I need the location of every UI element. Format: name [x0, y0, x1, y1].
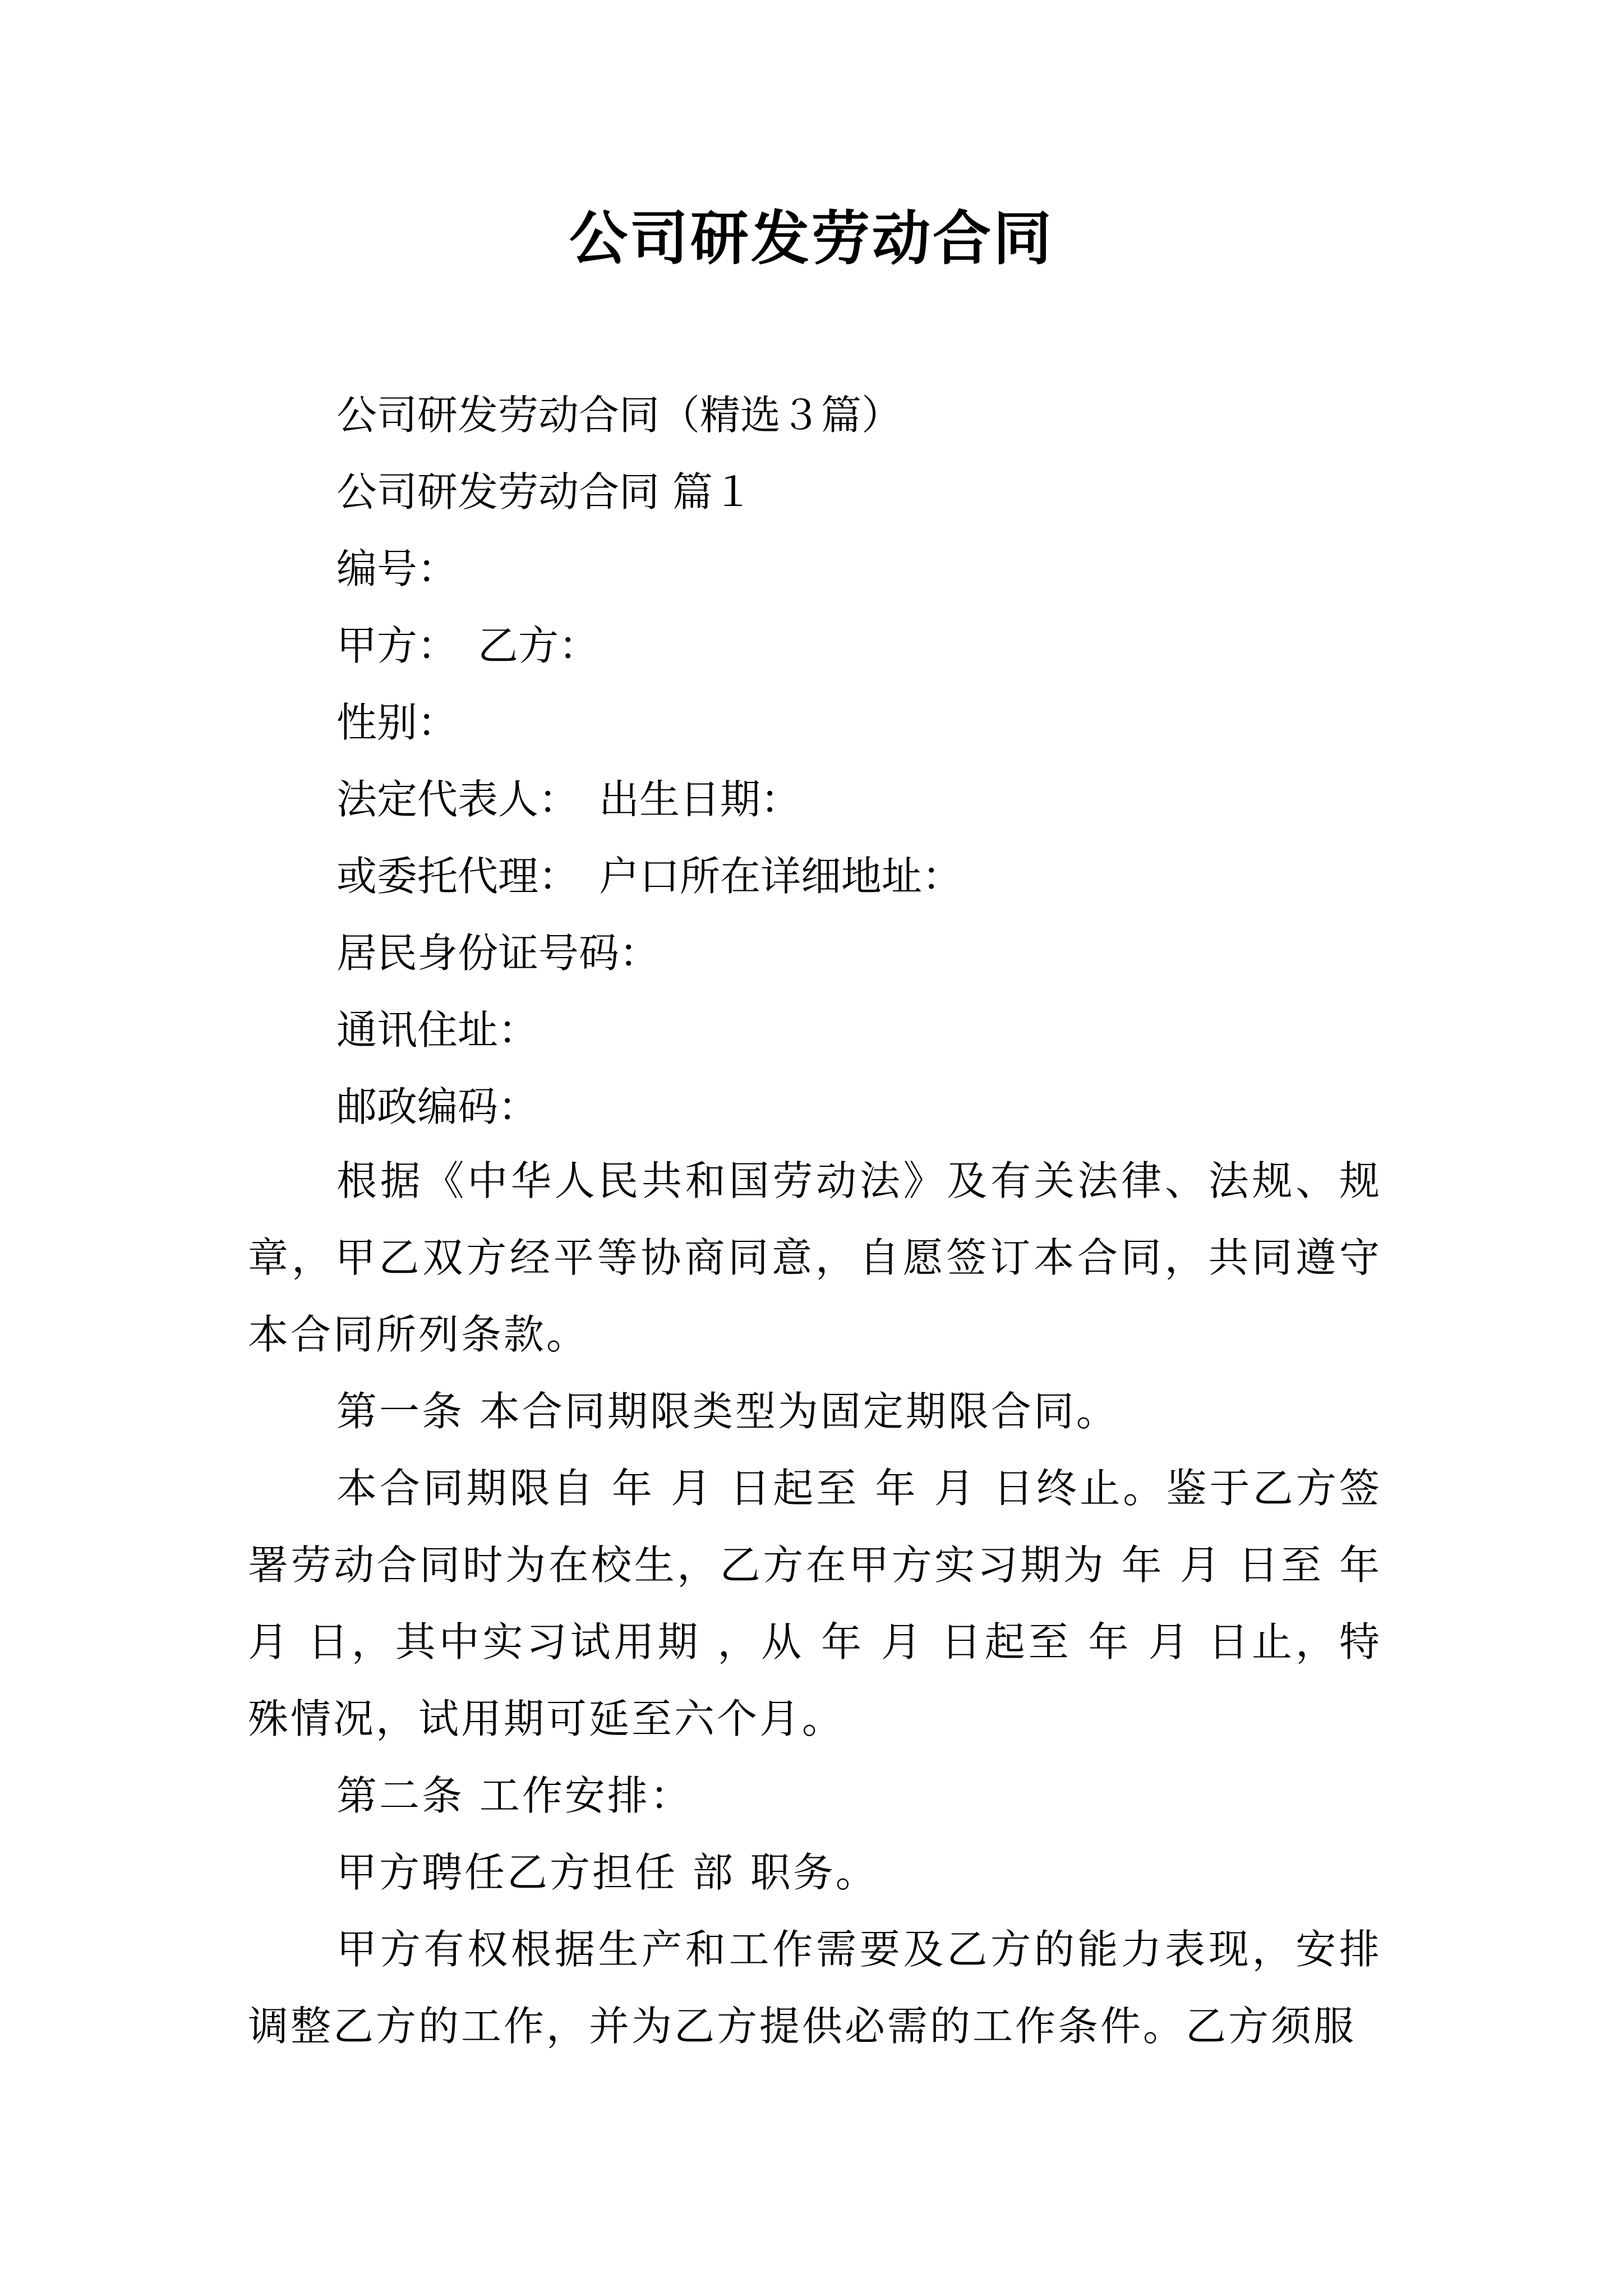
field-gender: 性别：	[336, 699, 458, 746]
field-mailing-address: 通讯住址：	[336, 1006, 539, 1053]
paragraph-position: 甲方聘任乙方担任 部 职务。	[336, 1849, 878, 1896]
section-heading: 公司研发劳动合同 篇１	[336, 468, 753, 516]
field-agent-address: 或委托代理： 户口所在详细地址：	[336, 853, 963, 900]
paragraph-term: 本合同期限自 年 月 日起至 年 月 日终止。鉴于乙方签署劳动合同时为在校生，乙方在甲方实习期为 年 月 日至 年 月 日，其中实习试用期 ，从 年 月 日起至 年 月 日止，特殊情况，试用期可延至六个月。	[248, 1465, 1382, 1742]
document-subtitle: 公司研发劳动合同（精选３篇）	[336, 392, 902, 439]
paragraph-article-1: 第一条 本合同期限类型为固定期限合同。	[336, 1388, 1119, 1435]
paragraph-preamble: 根据《中华人民共和国劳动法》及有关法律、法规、规章，甲乙双方经平等协商同意，自愿签订本合同，共同遵守本合同所列条款。	[248, 1157, 1382, 1358]
field-parties: 甲方： 乙方：	[336, 622, 600, 669]
field-number: 编号：	[336, 545, 458, 592]
paragraph-article-2: 第二条 工作安排：	[336, 1772, 693, 1819]
field-id-number: 居民身份证号码：	[336, 930, 660, 977]
paragraph-adjustment: 甲方有权根据生产和工作需要及乙方的能力表现，安排调整乙方的工作，并为乙方提供必需的工作条件。乙方须服	[248, 1926, 1382, 2050]
document-title: 公司研发劳动合同	[569, 204, 1054, 273]
field-postal-code: 邮政编码：	[336, 1083, 539, 1130]
field-legal-rep-birthdate: 法定代表人： 出生日期：	[336, 776, 801, 823]
